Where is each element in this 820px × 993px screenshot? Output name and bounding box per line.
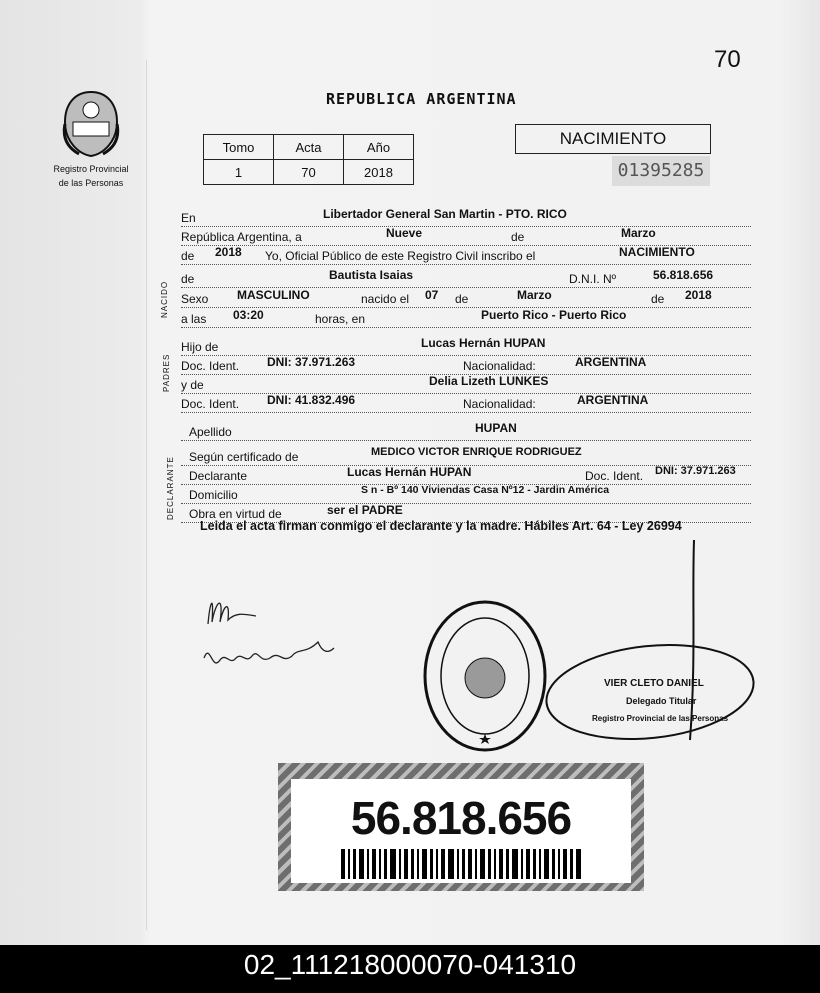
value-lugar-nac: Puerto Rico - Puerto Rico (481, 308, 627, 322)
logo-caption-line2: de las Personas (58, 178, 124, 188)
page-number: 70 (714, 46, 741, 73)
barcode-number: 56.818.656 (350, 792, 572, 844)
barcode-bars-icon (341, 849, 581, 879)
label-segun-cert: Según certificado de (189, 450, 299, 464)
value-nombre: Bautista Isaias (329, 268, 414, 282)
value-tomo: 1 (204, 160, 274, 185)
label-domicilio: Domicilio (189, 488, 238, 502)
label-hijo-de: Hijo de (181, 340, 219, 354)
value-madre-dni: DNI: 41.832.496 (267, 393, 356, 407)
value-obra-virtud: ser el PADRE (327, 503, 403, 517)
value-madre-nac: ARGENTINA (577, 393, 649, 407)
row-declarante (181, 465, 751, 485)
registry-table (203, 134, 414, 185)
barcode-sticker (291, 779, 631, 883)
row-doc-madre (181, 393, 751, 413)
label-doc-ident-2: Doc. Ident. (181, 397, 240, 411)
registry-logo (46, 88, 136, 188)
side-label-padres: PADRES (162, 353, 171, 392)
handwritten-signature (196, 582, 346, 687)
row-doc-padre (181, 355, 751, 375)
value-tipo: NACIMIENTO (619, 245, 695, 259)
label-yo-oficial: Yo, Oficial Público de este Registro Civil inscribo el (265, 249, 536, 263)
label-a-las: a las (181, 312, 207, 326)
stamp-line-2: Delegado Titular (626, 696, 697, 706)
value-apellido: HUPAN (475, 421, 517, 435)
row-y-de (181, 374, 751, 394)
label-nacido-el: nacido el (361, 292, 410, 306)
label-apellido: Apellido (189, 425, 232, 439)
label-de-2: de (181, 249, 195, 263)
value-dni: 56.818.656 (653, 268, 714, 282)
label-republica: República Argentina, a (181, 230, 302, 244)
logo-caption-line1: Registro Provincial (53, 164, 129, 174)
value-nac-mes: Marzo (517, 288, 552, 302)
value-declarante-dni: DNI: 37.971.263 (655, 465, 736, 477)
row-republica (181, 226, 751, 246)
value-declarante: Lucas Hernán HUPAN (347, 465, 472, 479)
value-padre-dni: DNI: 37.971.263 (267, 355, 356, 369)
side-label-nacido: NACIDO (160, 280, 169, 318)
row-domicilio (181, 484, 751, 504)
label-declarante: Declarante (189, 469, 248, 483)
value-padre-nac: ARGENTINA (575, 355, 647, 369)
label-de-3: de (181, 272, 195, 286)
value-dia: Nueve (386, 226, 423, 240)
header-tomo: Tomo (204, 135, 274, 160)
label-en: En (181, 211, 196, 225)
row-anio (181, 245, 751, 265)
value-sexo: MASCULINO (237, 288, 310, 302)
row-certificado (181, 446, 751, 466)
row-hijo-de (181, 336, 751, 356)
coat-of-arms-icon (59, 88, 123, 160)
value-madre: Delia Lizeth LUNKES (429, 374, 549, 388)
document-title: REPUBLICA ARGENTINA (326, 90, 517, 108)
value-nac-dia: 07 (425, 288, 439, 302)
label-sexo: Sexo (181, 292, 209, 306)
serial-number: 01395285 (612, 156, 710, 186)
value-nac-anio: 2018 (685, 288, 712, 302)
delegate-stamp (540, 640, 760, 755)
label-dni: D.N.I. Nº (569, 272, 617, 286)
row-apellido (181, 421, 751, 441)
label-nacionalidad-2: Nacionalidad: (463, 397, 536, 411)
sheet-edge (146, 60, 147, 930)
act-type-box: NACIMIENTO (515, 124, 711, 154)
value-acta: 70 (274, 160, 344, 185)
label-doc-ident-1: Doc. Ident. (181, 359, 240, 373)
label-horas-en: horas, en (315, 312, 366, 326)
header-acta: Acta (274, 135, 344, 160)
stamp-line-3: Registro Provincial de las Personas (592, 714, 729, 723)
label-doc-ident-3: Doc. Ident. (585, 469, 644, 483)
row-en (181, 207, 751, 227)
value-mes: Marzo (621, 226, 656, 240)
stamp-line-1: VIER CLETO DANIEL (604, 678, 704, 689)
value-anio: 2018 (344, 160, 414, 185)
value-padre: Lucas Hernán HUPAN (421, 336, 546, 350)
label-nacionalidad-1: Nacionalidad: (463, 359, 536, 373)
label-y-de: y de (181, 378, 204, 392)
label-de-5: de (651, 292, 665, 306)
value-hora: 03:20 (233, 308, 264, 322)
value-lugar: Libertador General San Martin - PTO. RICO (323, 207, 567, 221)
row-sexo (181, 288, 751, 308)
side-label-declarante: DECLARANTE (166, 456, 175, 520)
value-domicilio: S n - Bº 140 Viviendas Casa Nº12 - Jardin América (361, 484, 610, 496)
label-de-4: de (455, 292, 469, 306)
header-anio: Año (344, 135, 414, 160)
label-obra-virtud: Obra en virtud de (189, 507, 282, 521)
registry-stamp-oval (420, 598, 550, 763)
value-anio: 2018 (215, 245, 242, 259)
value-certificado: MEDICO VICTOR ENRIQUE RODRIGUEZ (371, 446, 582, 458)
scan-id-footer: 02_111218000070-041310 (0, 945, 820, 993)
closing-text: Leida el acta firman conmigo el declarante y la madre. Hábiles Art. 64 - Ley 26994 (200, 519, 682, 533)
row-nombre (181, 268, 751, 288)
label-de-1: de (511, 230, 525, 244)
row-hora (181, 308, 751, 328)
